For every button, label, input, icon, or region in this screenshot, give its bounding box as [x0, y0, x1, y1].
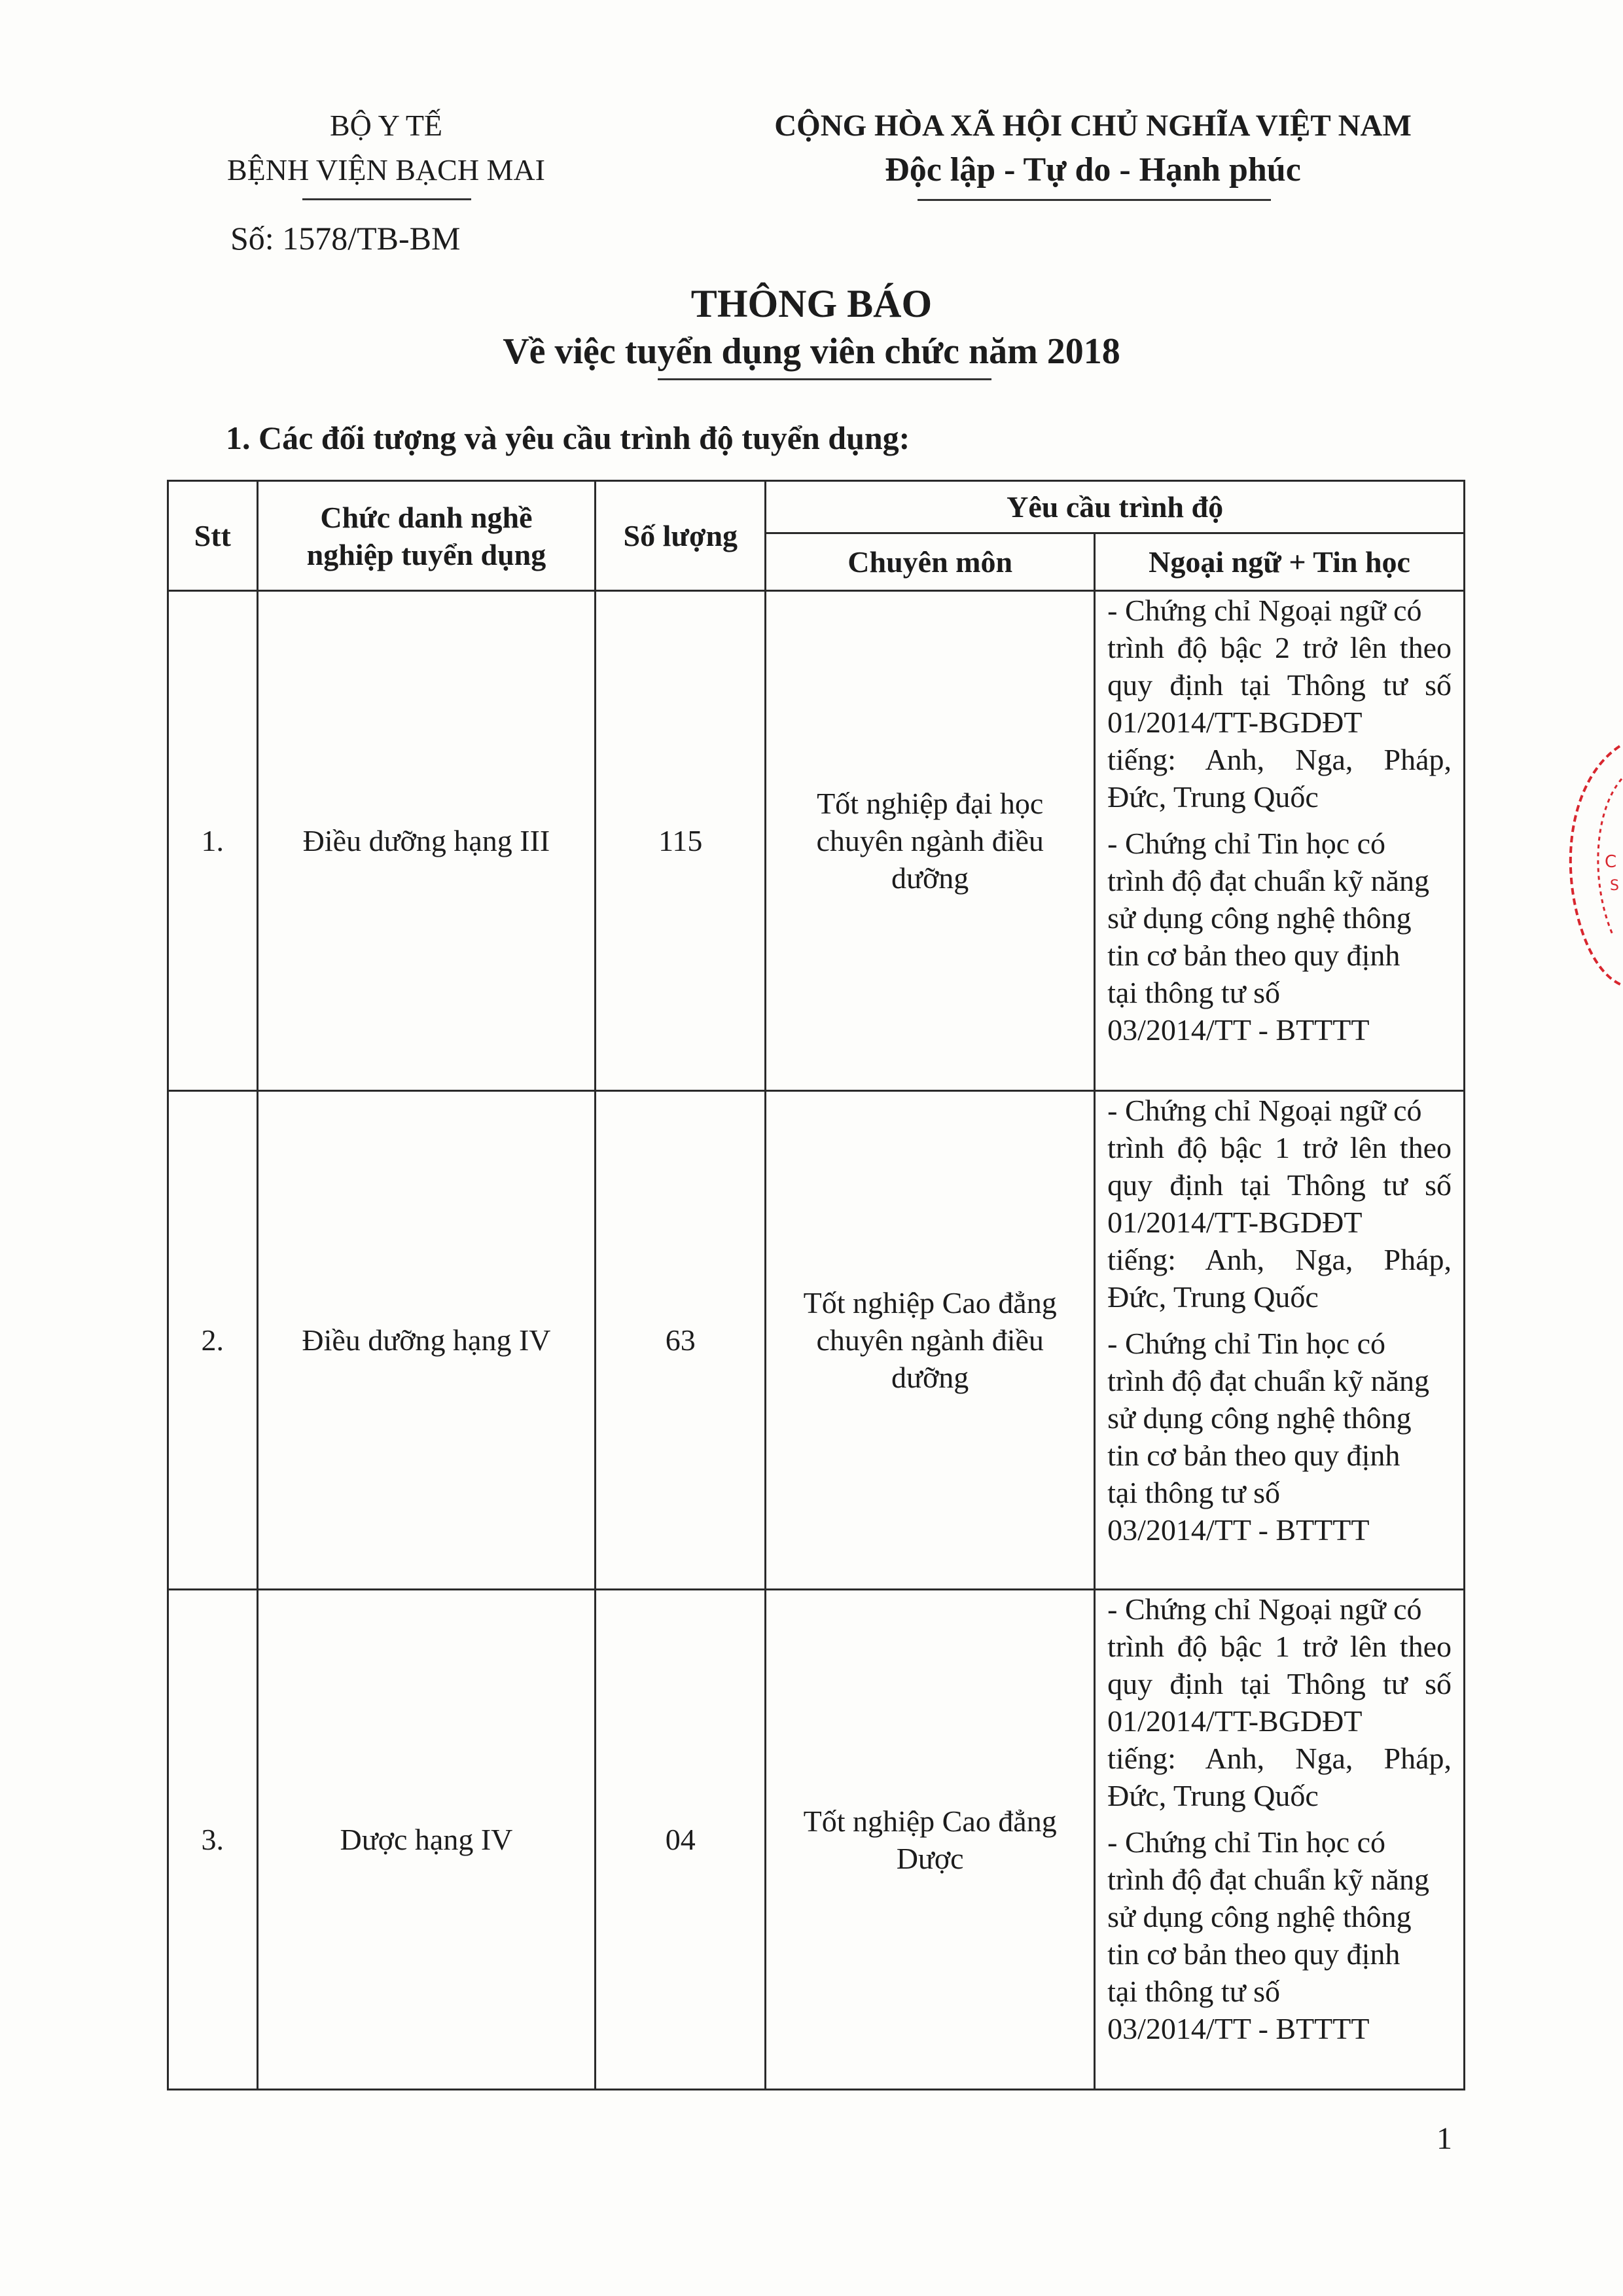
lang-line: Đức, Trung Quốc: [1107, 1280, 1319, 1314]
lang-line: Đức, Trung Quốc: [1107, 1779, 1319, 1812]
it-line: tin cơ bản theo quy định: [1107, 939, 1400, 972]
document-number: Số: 1578/TB-BM: [230, 220, 461, 257]
row-stt: 1.: [168, 591, 258, 1091]
row-qty: 115: [596, 591, 766, 1091]
it-line: tại thông tư số: [1107, 1975, 1281, 2008]
it-requirement: [1107, 1325, 1452, 1549]
recruitment-table: [167, 480, 1465, 2090]
row-title: Điều dưỡng hạng III: [257, 591, 596, 1091]
country-name: CỘNG HÒA XÃ HỘI CHỦ NGHĨA VIỆT NAM: [774, 109, 1412, 143]
table-row: [168, 1091, 1465, 1590]
row-title: Dược hạng IV: [257, 1590, 596, 2090]
page-subtitle: Về việc tuyển dụng viên chức năm 2018: [503, 331, 1120, 372]
it-line: tại thông tư số: [1107, 976, 1281, 1009]
it-line: sử dụng công nghệ thông: [1107, 901, 1412, 935]
section-heading: 1. Các đối tượng và yêu cầu trình độ tuyển dụng:: [226, 420, 910, 456]
lang-line: 01/2014/TT-BGDĐT: [1107, 706, 1363, 739]
row-professional: [766, 1091, 1095, 1590]
pro-line: Tốt nghiệp Cao đẳng: [803, 1804, 1057, 1838]
it-line: 03/2014/TT - BTTTT: [1107, 1513, 1370, 1547]
lang-line: - Chứng chỉ Ngoại ngữ có: [1107, 1592, 1422, 1626]
pro-line: dưỡng: [891, 861, 969, 895]
pro-line: chuyên ngành điều: [816, 1323, 1044, 1357]
page-number: 1: [1436, 2121, 1452, 2156]
it-line: trình độ đạt chuẩn kỹ năng: [1107, 864, 1429, 897]
motto: Độc lập - Tự do - Hạnh phúc: [885, 151, 1301, 188]
header-stt: Stt: [168, 481, 258, 591]
header-qty: Số lượng: [596, 481, 766, 591]
it-line: - Chứng chỉ Tin học có: [1107, 1825, 1386, 1859]
table-row: [168, 591, 1465, 1091]
lang-line: quy định tại Thông tư số: [1107, 1168, 1452, 1202]
lang-line: trình độ bậc 1 trở lên theo: [1107, 1630, 1452, 1663]
row-professional: [766, 1590, 1095, 2090]
row-qty: 63: [596, 1091, 766, 1590]
row-professional: [766, 591, 1095, 1091]
svg-text:C: C: [1605, 852, 1617, 872]
title-underline: [658, 378, 991, 380]
lang-line: quy định tại Thông tư số: [1107, 1667, 1452, 1700]
header-requirement: Yêu cầu trình độ: [766, 481, 1465, 533]
table-header-row: [168, 481, 1465, 533]
lang-line: tiếng: Anh, Nga, Pháp,: [1107, 1742, 1452, 1775]
state-header: [720, 103, 1466, 192]
language-requirement: [1107, 592, 1452, 816]
pro-line: chuyên ngành điều: [816, 824, 1044, 857]
header-title-line1: Chức danh nghề: [320, 500, 533, 534]
header-title: [257, 481, 596, 591]
it-line: trình độ đạt chuẩn kỹ năng: [1107, 1364, 1429, 1397]
lang-line: - Chứng chỉ Ngoại ngữ có: [1107, 1094, 1422, 1127]
lang-line: Đức, Trung Quốc: [1107, 780, 1319, 814]
it-line: - Chứng chỉ Tin học có: [1107, 1327, 1386, 1360]
it-line: 03/2014/TT - BTTTT: [1107, 1013, 1370, 1047]
it-requirement: [1107, 825, 1452, 1049]
lang-line: 01/2014/TT-BGDĐT: [1107, 1704, 1363, 1738]
red-seal-fragment-icon: [1544, 740, 1623, 988]
ministry-name: BỘ Y TẾ: [329, 109, 443, 142]
header-title-line2: nghiệp tuyển dụng: [306, 537, 546, 571]
row-lang-it: [1095, 1091, 1465, 1590]
it-line: trình độ đạt chuẩn kỹ năng: [1107, 1863, 1429, 1896]
lang-line: quy định tại Thông tư số: [1107, 668, 1452, 702]
row-title: Điều dưỡng hạng IV: [257, 1091, 596, 1590]
row-stt: 3.: [168, 1590, 258, 2090]
pro-line: Tốt nghiệp đại học: [817, 787, 1044, 820]
lang-line: - Chứng chỉ Ngoại ngữ có: [1107, 594, 1422, 627]
lang-line: trình độ bậc 1 trở lên theo: [1107, 1131, 1452, 1164]
it-line: - Chứng chỉ Tin học có: [1107, 827, 1386, 860]
it-line: sử dụng công nghệ thông: [1107, 1900, 1412, 1933]
pro-line: Dược: [896, 1841, 964, 1875]
it-line: tin cơ bản theo quy định: [1107, 1937, 1400, 1971]
row-stt: 2.: [168, 1091, 258, 1590]
it-requirement: [1107, 1823, 1452, 2047]
hospital-name: BỆNH VIỆN BẠCH MAI: [227, 153, 545, 187]
lang-line: tiếng: Anh, Nga, Pháp,: [1107, 1243, 1452, 1276]
svg-text:S: S: [1610, 878, 1619, 894]
language-requirement: [1107, 1092, 1452, 1316]
issuer-underline: [302, 198, 471, 200]
it-line: tại thông tư số: [1107, 1476, 1281, 1509]
row-lang-it: [1095, 591, 1465, 1091]
language-requirement: [1107, 1590, 1452, 1814]
motto-underline: [918, 199, 1271, 201]
header-lang-it: Ngoại ngữ + Tin học: [1095, 533, 1465, 591]
lang-line: 01/2014/TT-BGDĐT: [1107, 1206, 1363, 1239]
issuer-block: [164, 103, 609, 192]
lang-line: tiếng: Anh, Nga, Pháp,: [1107, 743, 1452, 776]
it-line: 03/2014/TT - BTTTT: [1107, 2012, 1370, 2045]
header-professional: Chuyên môn: [766, 533, 1095, 591]
row-lang-it: [1095, 1590, 1465, 2090]
lang-line: trình độ bậc 2 trở lên theo: [1107, 631, 1452, 664]
page-title: THÔNG BÁO: [690, 282, 933, 325]
pro-line: Tốt nghiệp Cao đẳng: [803, 1286, 1057, 1319]
it-line: tin cơ bản theo quy định: [1107, 1439, 1400, 1472]
row-qty: 04: [596, 1590, 766, 2090]
pro-line: dưỡng: [891, 1361, 969, 1394]
table-row: [168, 1590, 1465, 2090]
it-line: sử dụng công nghệ thông: [1107, 1401, 1412, 1435]
